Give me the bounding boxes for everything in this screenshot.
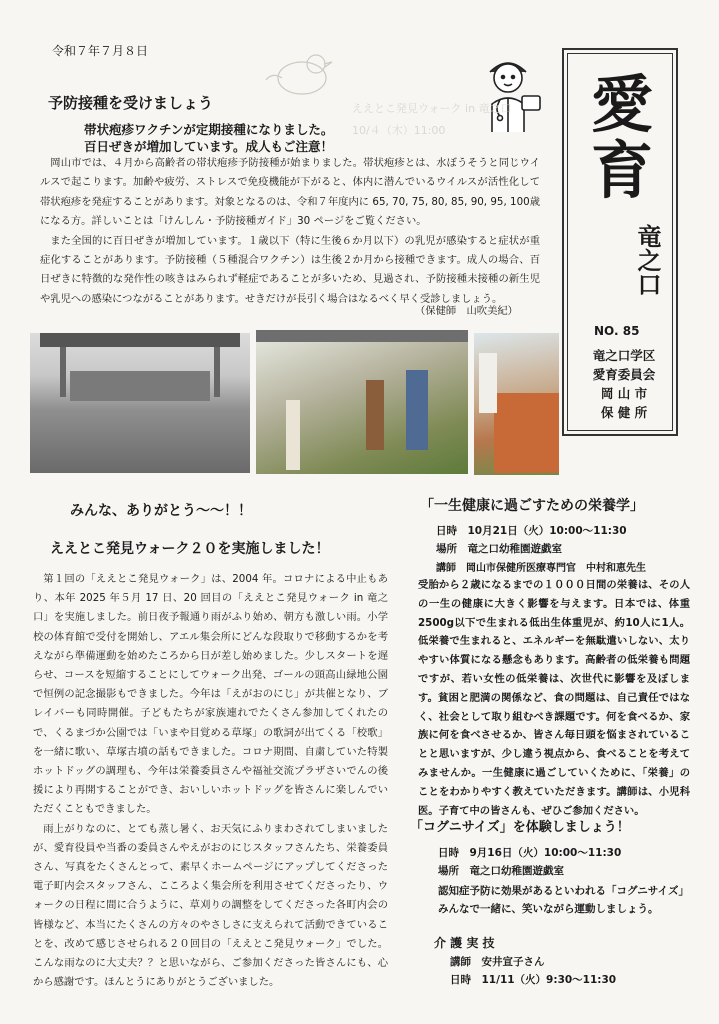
walk-body [33,570,388,992]
care-title: 介 護 実 技 [434,936,495,950]
cognisize-body-2: みんなで一緒に、笑いながら運動しましょう。 [438,903,659,915]
vaccination-paragraph: 岡山市では、４月から高齢者の帯状疱疹予防接種が始まりました。帯状疱疹とは、水ぼうそうと同じウイルスで起こります。加齢や疲労、ストレスで免疫機能が下がると、体内に潜んでいるウイルスが活性化して帯状疱疹を発症することがあります。対象となるのは、令和７年度内に 65, 70, 75, 80, 85, 90, 95, 100歳になる方。詳しいことは「けんしん・予防接種ガイド」30 ページをご覧ください。 [40,157,540,228]
issue-number: NO. 85 [594,324,640,338]
walk-paragraph: 第１回の「ええとこ発見ウォーク」は、2004 年。コロナによる中止もあり、本年 2025 年５月 17 日、20 回目の「ええとこ発見ウォーク in 竜之口」を実施しました。前日夜予報通り雨がふり始め、朝方も激しい雨。小学校の体育館で受付を開始し、アエル集会所にどんな段取りで移動するかを考えながら準備運動を始めたころから日が差し始めました。少しスタートを遅らせ、コースを短縮することにしてウォーク出発、ゴールの頭高山緑地公園で恒例の記念撮影もできました。今年は「えがおのにじ」が共催となり、ブレイバーも同時開催。子どもたちが家族連れでたくさん参加してくれたので、くるまづか公園では「いまや目覚める草塚」の歌詞が出てくる「校歌」を一緒に歌い、草塚古墳の話もできました。コロナ期間、自粛していた特製ホットドッグの調理も、今年は栄養委員さんや福祉交流プラザさいでんの後援により再開することができ、おいしいホットドッグを皆さんに楽しんでいただくこともできました。 [33,573,388,816]
nutrition-body: 受胎から２歳になるまでの１０００日間の栄養は、その人の一生の健康に大きく影響を与えます。日本では、体重2500g以下で生まれる低出生体重児が、約10人に1人。低栄養で生まれると、エネルギーを無駄遣いしない、太りやすい体質になる懸念もあります。高齢者の低栄養も問題ですが、若い女性の低栄養は、次世代に影響を及ぼします。貧困と肥満の関係など、食の問題は、自己責任ではなく、社会として取り組むべき課題です。何を食べるか、家族に何を食べさせるか、皆さん毎日頭を悩まされていることと思いますが、少し違う視点から、食べることを考えてみませんか。一生健康に過ごしていくために、「栄養」のことをわかりやすく教えていただきます。講師は、小児科医。子育て中の皆さんも、ぜひご参加ください。 [418,579,690,817]
hotdog-stand-photo [474,333,559,475]
vaccination-paragraph: また全国的に百日ぜきが増加しています。１歳以下（特に生後６か月以下）の乳児が感染すると症状が重症化することがあります。予防接種（５種混合ワクチン）は生後２か月から接種できます。成人の場合、百日ぜきに特徴的な発作性の咳きはみられず軽症であることが多いため、見過され、予防接種未接種の新生児や乳児への感染につながることがあります。せきだけが長引く場合はなるべく早く受診しましょう。 [40,234,540,305]
care-lecturer: 講師 安井宣子さん [450,956,545,968]
nutrition-lecturer: 講師 岡山市保健所医療専門官 中村和恵先生 [436,563,646,574]
walk-paragraph: 雨上がりなのに、とても蒸し暑く、お天気にふりまわされてしまいましたが、愛育役員や当番の委員さんやえがおのにじスタッフさんたち、栄養委員さん、写真をたくさんとって、素早くホームページにアップしてくださった電子町内会スタッフさん、こころよく集会所を利用させてくださったり、ウォークの日程に間に合うように、草刈りの調整をしてくださった各町内会の皆様など、本当にたくさんの方々のやさしさに支えられて活動できていることを、改めて感じさせられる２０回目の「ええとこ発見ウォーク」でした。こんな雨なのに大丈夫？？と思いながら、ご参加くださった皆さんにも、心から感謝です。ほんとうにありがとうございました。 [33,822,388,989]
cognisize-place: 場所 竜之口幼稚園遊戯室 [438,865,564,877]
cognisize-datetime: 日時 9月16日（火）10:00～11:30 [438,847,622,859]
masthead-title: 愛 育 [590,68,653,207]
publisher: 竜之口学区 愛育委員会 岡 山 市 保 健 所 [592,348,656,420]
bleed-through-text: ええとこ発見ウォーク in 竜之口 10/４（木）11:00 [352,102,512,137]
cognisize-title: 「コグニサイズ」を体験しましょう！ [410,820,630,835]
chick-illustration [262,44,342,100]
vaccination-body [40,154,540,309]
nutrition-place: 場所 竜之口幼稚園遊戯室 [436,543,562,555]
walk-title: ええとこ発見ウォーク２０を実施しました！ [50,541,330,557]
issue-date: 令和７年７月８日 [52,44,149,58]
thanks-heading: みんな、ありがとう～～！！ [70,503,252,519]
vaccination-title: 予防接種を受けましょう [48,94,214,112]
vaccination-subtitle-2: 百日ぜきが増加しています。成人もご注意！ [84,139,334,154]
event-photo [256,330,468,474]
care-datetime: 日時 11/11（火）9:30～11:30 [450,974,617,986]
vaccination-signature: （保健師 山吹美紀） [415,305,518,317]
vaccination-subtitle-1: 帯状疱疹ワクチンが定期接種になりました。 [84,122,334,137]
cognisize-body-1: 認知症予防に効果があるといわれる「コグニサイズ」 [438,885,689,897]
masthead [562,48,678,436]
nutrition-datetime: 日時 10月21日（火）10:00～11:30 [436,525,627,537]
nutrition-title: 「一生健康に過ごすための栄養学」 [420,498,644,514]
masthead-subtitle: 竜之口 [633,224,662,296]
group-photo [30,333,250,473]
